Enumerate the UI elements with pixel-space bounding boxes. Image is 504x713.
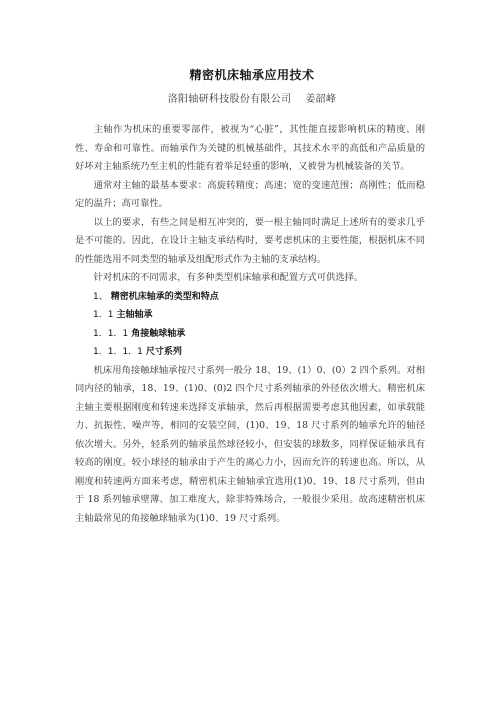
heading-text: 角接触球轴承 [131,328,186,339]
heading-text: 主轴轴承 [116,310,153,320]
paragraph-size-series: 机床用角接触球轴承按尺寸系列一般分 18、19、(1）0、(0）2 四个系列。对相同内径的轴承，18、19、(1)0、(0)2 四个尺寸系列轴承的外径依次增大。精密机床主轴主要根据刚度和转速来选择支承轴承，然后再根据需要考虑其他因素，如承载能力、抗振性、噪声等，相同的安装空间，(1)0、19、18 尺寸系列的轴承允许的轴径依次增大。另外，轻系列的轴承虽然球径较小，但安装的球数多，同样保证轴承具有较高的刚度。较小球径的轴承由于产生的离心力小，因而允许的转速也高。所以，从刚度和转速两方面来考虑，精密机床主轴轴承宜选用(1)0、19、18 尺寸系列，但由于 18 系列轴承壁薄、加工难度大，除非特殊场合，一般很少采用。故高速精密机床主轴最常见的角接触球轴承为(1)0、19 尺寸系列。 [75,364,425,524]
paragraph-requirements: 通常对主轴的最基本要求：高旋转精度；高速；宽的变速范围；高刚性；低而稳定的温升；高可靠性。 [75,179,425,209]
heading-number: 1．1．1 [93,328,129,339]
heading-text: 尺寸系列 [145,347,182,357]
document-body [75,121,425,528]
heading-section-1-1-1 [75,325,425,344]
heading-section-1-1-1-1 [75,343,425,362]
heading-number: 1．1．1．1 [93,347,143,357]
author-line [0,90,504,105]
heading-number: 1．1 [93,310,114,320]
company-name: 洛阳轴研科技股份有限公司 [167,94,292,105]
heading-number: 1、 [93,291,108,302]
paragraph-options: 针对机床的不同需求，有多种类型机床轴承和配置方式可供选择。 [93,272,364,283]
document-title: 精密机床轴承应用技术 [189,68,315,82]
author-name: 姜韶峰 [305,94,337,105]
heading-section-1-1 [75,306,425,325]
paragraph-intro: 主轴作为机床的重要零部件，被视为“心脏”，其性能直接影响机床的精度、刚性、寿命和可靠性。而轴承作为关键的机械基础件，其技术水平的高低和产品质量的好坏对主轴系统乃至主机的性能有着举足轻重的影响，又被誉为机械装备的关节。 [75,124,425,172]
heading-text: 精密机床轴承的类型和特点 [110,291,219,302]
paragraph-conflicts: 以上的要求，有些之间是相互冲突的，要一根主轴同时满足上述所有的要求几乎是不可能的。因此，在设计主轴支承结构时，要考虑机床的主要性能，根据机床不同的性能选用不同类型的轴承及组配形式作为主轴的支承结构。 [75,216,425,265]
heading-section-1 [75,288,425,307]
